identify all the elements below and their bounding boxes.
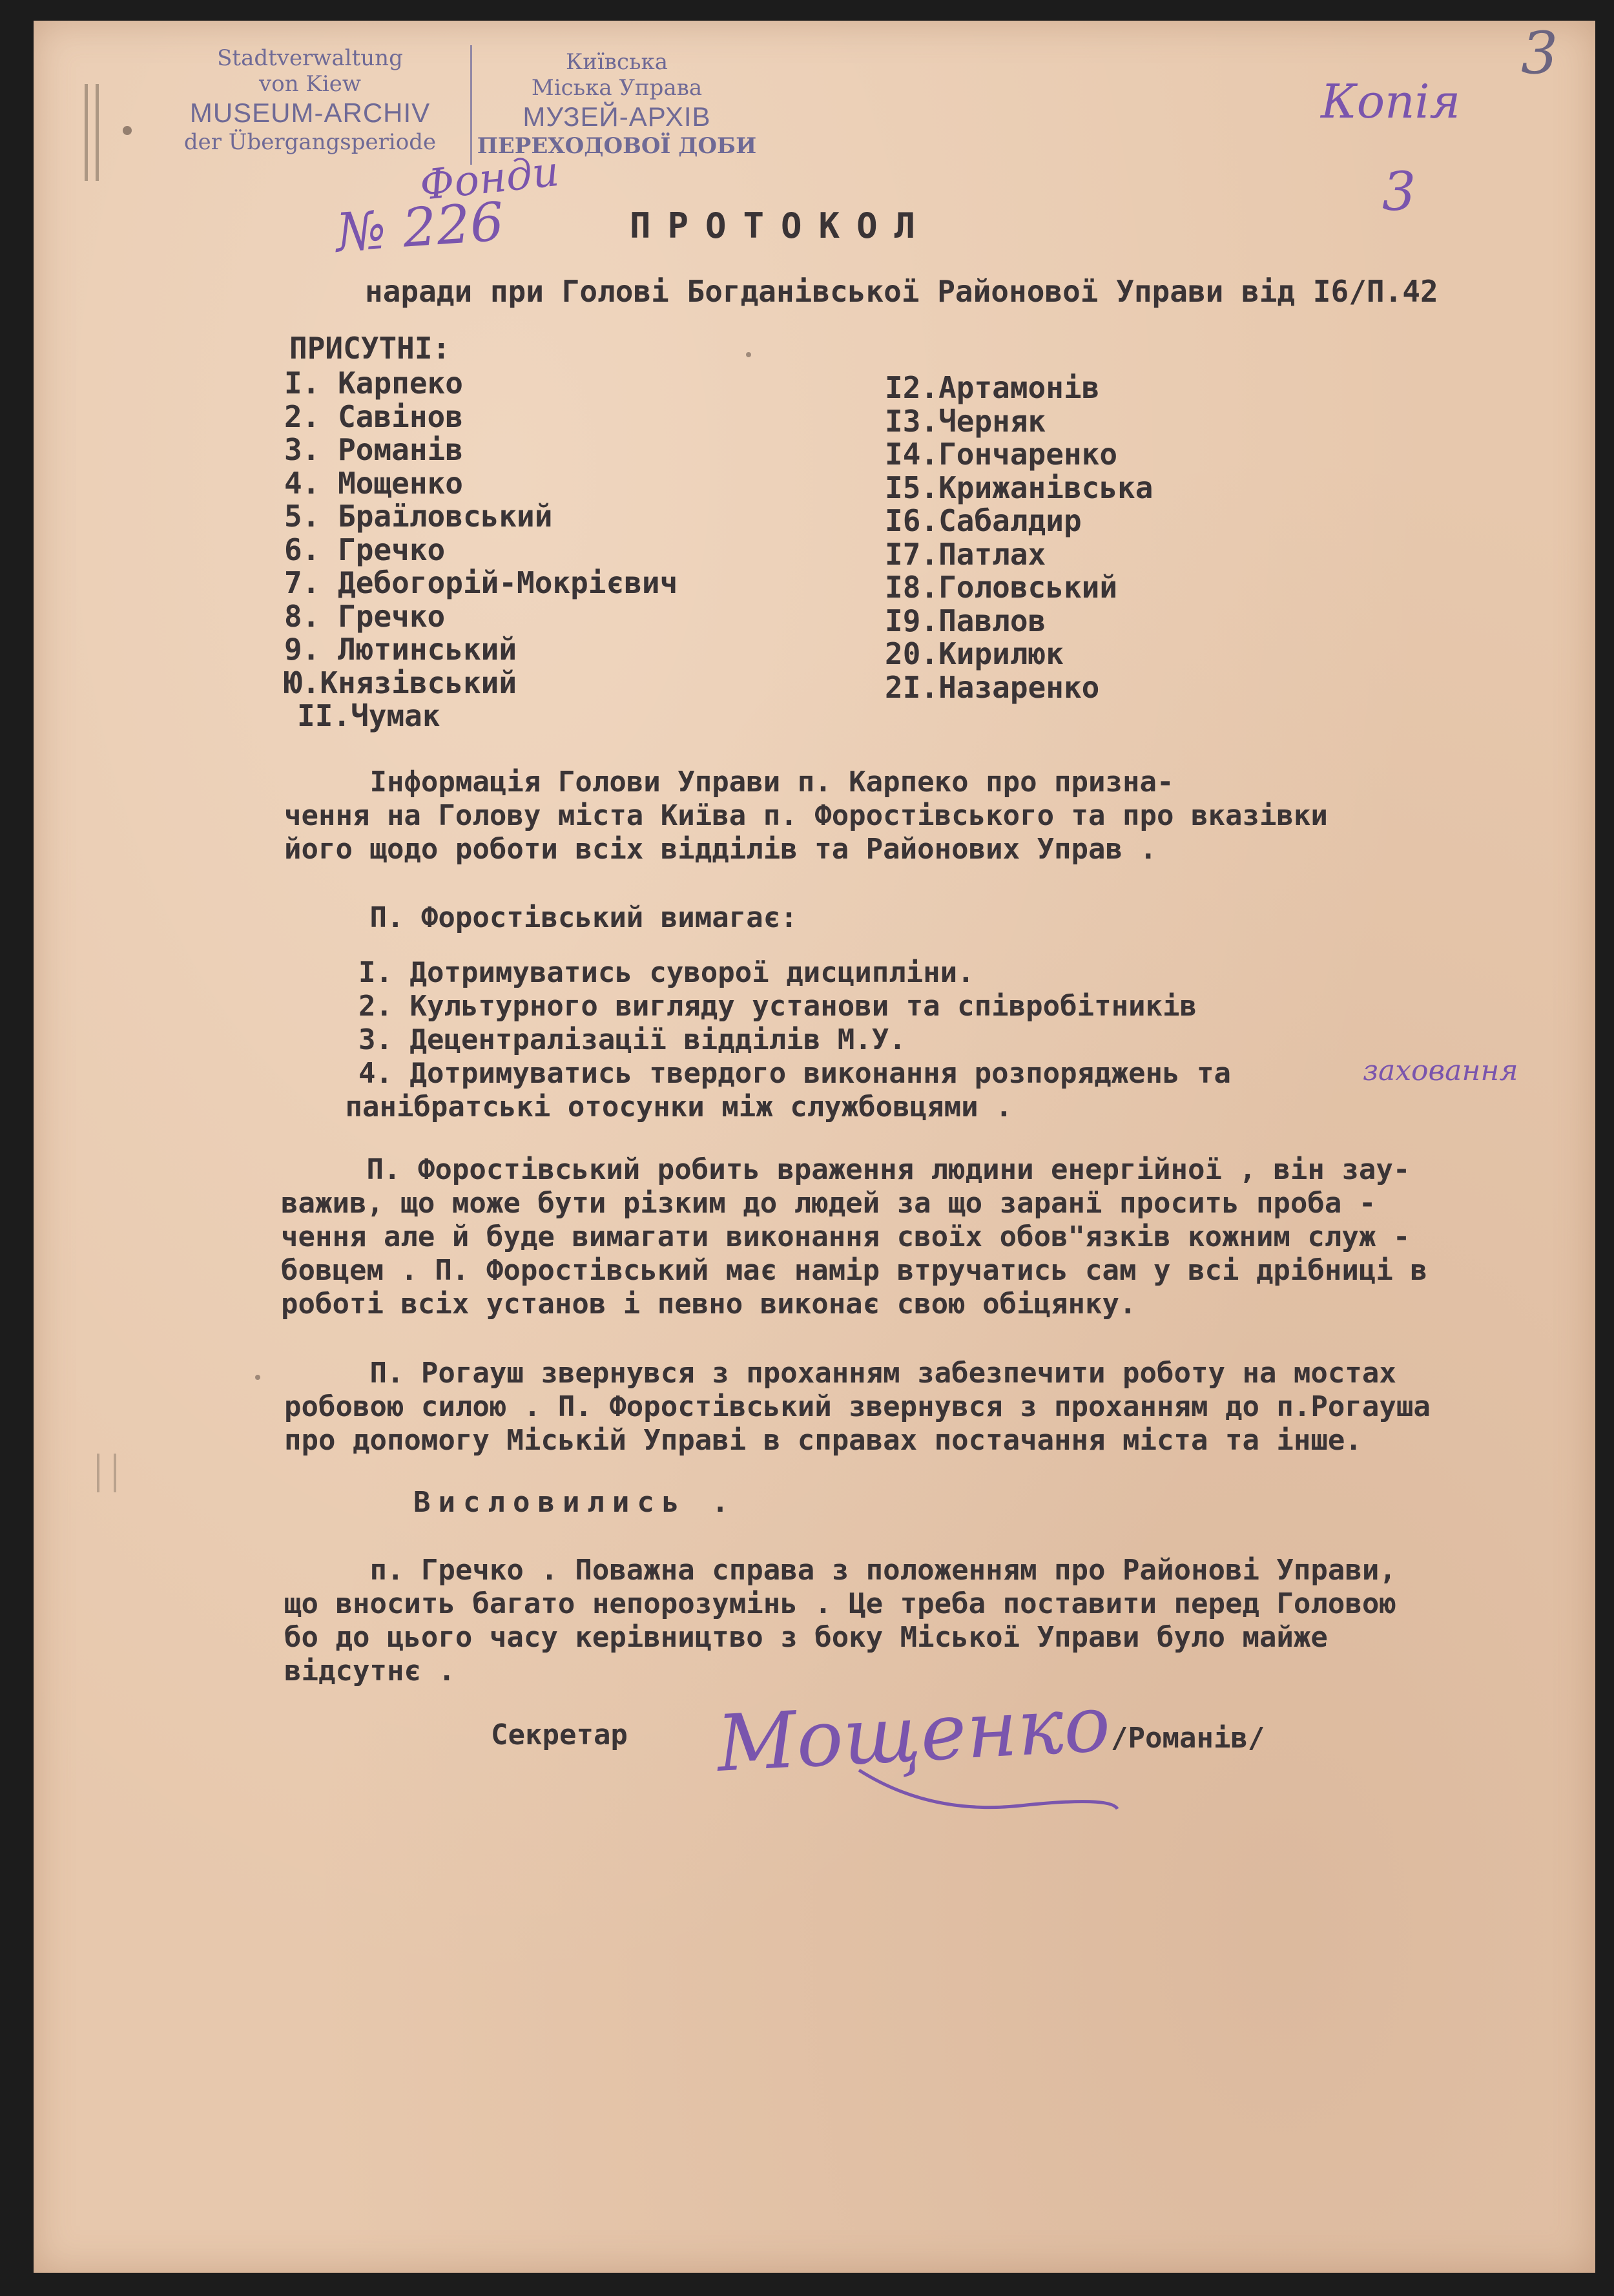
binder-mark [85, 84, 99, 181]
stamp-line: МУЗЕЙ-АРХІВ [522, 101, 711, 132]
demands-list [294, 956, 1232, 1124]
attendee-item: 3. Романів [284, 432, 463, 467]
stamp-line: MUSEUM-ARCHIV [189, 98, 431, 128]
signature: Мощенко [714, 1679, 1113, 1790]
text-line: п. Гречко . Поважна справа з положенням про Районові Управи, [284, 1554, 1396, 1587]
attendee-item: ІЗ.Черняк [885, 403, 1046, 439]
attendee-item: 9. Лютинський [284, 632, 517, 667]
attendee-item: 8. Гречко [284, 598, 446, 634]
attendees-left-column [284, 367, 678, 733]
attendee-item: І4.Гончаренко [885, 437, 1118, 472]
attendee-item: 5. Браїловський [284, 499, 553, 534]
demand-item: панібратські отосунки між службовцями . [294, 1091, 1013, 1123]
attendee-item: Ю.Князівський [284, 665, 517, 700]
handwritten-insertion: заховання [1363, 1054, 1518, 1087]
stamp-line: Stadtverwaltung [217, 45, 403, 71]
demand-item: 3. Децентралізації відділів М.У. [358, 1023, 906, 1056]
text-line: П. Рогауш звернувся з проханням забезпечити роботу на мостах [284, 1357, 1396, 1390]
document-subtitle: наради при Голові Богданівської Районової Управи від І6/П.42 [365, 274, 1438, 309]
text-line: чення але й буде вимагати виконання своїх обов"язків кожним служ - [281, 1220, 1411, 1253]
stamp-line: Міська Управа [531, 75, 703, 101]
signature-flourish [853, 1744, 1124, 1822]
paragraph-impression [281, 1153, 1427, 1321]
text-line: чення на Голову міста Київа п. Форостівського та про вказівки [284, 799, 1328, 832]
text-line: його щодо роботи всіх відділів та Районових Управ . [284, 833, 1157, 866]
attendee-item: 6. Гречко [284, 532, 446, 567]
stamp-line: der Übergangsperiode [183, 129, 437, 155]
stamp-line: von Kiew [259, 71, 361, 97]
text-line: роботі всіх установ і певно виконає свою обіцянку. [281, 1288, 1137, 1320]
attendee-item: І7.Патлах [885, 536, 1046, 572]
attendee-item: І8.Головський [885, 570, 1118, 605]
handwritten-number: 3 [1521, 19, 1558, 87]
present-label: ПРИСУТНІ: [289, 331, 451, 366]
handwritten-fond-number: № 226 [334, 191, 506, 264]
paragraph-rogaush [284, 1357, 1431, 1457]
text-line: що вносить багато непорозумінь . Це треба поставити перед Головою [284, 1587, 1396, 1620]
text-line: бовцем . П. Форостівський має намір втручатись сам у всі дрібниці в [281, 1254, 1427, 1287]
demand-item: І. Дотримуватись суворої дисципліни. [358, 956, 975, 989]
attendee-item: 4. Мощенко [284, 465, 463, 501]
attendee-item: І5.Крижанівська [885, 470, 1154, 505]
text-line: важив, що може бути різким до людей за що заранї просить проба - [281, 1187, 1376, 1220]
document-title: ПРОТОКОЛ [630, 205, 933, 246]
demand-item: 2. Культурного вигляду установи та співробітників [358, 990, 1197, 1023]
archive-stamp-german [149, 45, 471, 155]
handwritten-page-number: 3 [1382, 162, 1416, 223]
attendee-item: 20.Кирилюк [885, 636, 1064, 671]
ink-speck [255, 1375, 260, 1380]
secretary-name: /Романів/ [1111, 1722, 1265, 1755]
paragraph-grechko [284, 1554, 1396, 1688]
handwritten-copy-mark: Копія [1321, 74, 1461, 129]
demand-item: 4. Дотримуватись твердого виконання розпоряджень та [358, 1057, 1232, 1090]
archive-stamp-ukrainian [475, 49, 759, 159]
text-line: робовою силою . П. Форостівський звернувся з проханням до п.Рогауша [284, 1390, 1431, 1423]
stamp-line: Київська [565, 49, 668, 75]
speeches-label: Висловились . [413, 1486, 737, 1519]
ink-speck [746, 352, 751, 357]
stamp-divider [470, 45, 472, 165]
attendee-item: ІІ.Чумак [297, 698, 440, 733]
text-line: відсутнє . [284, 1654, 455, 1687]
handwritten-fond-label: Фонди [417, 147, 561, 211]
text-line: про допомогу Міській Управі в справах постачання міста та інше. [284, 1424, 1362, 1457]
text-line: Інформація Голови Управи п. Карпеко про призна- [284, 766, 1174, 798]
paragraph-information [284, 766, 1328, 866]
attendee-item: І2.Артамонів [885, 370, 1100, 405]
demands-intro: П. Форостівський вимагає: [284, 901, 798, 934]
attendees-right-column [885, 371, 1153, 704]
document-page [34, 21, 1595, 2273]
secretary-label: Секретар [491, 1718, 628, 1751]
text-line: П. Форостівський робить враження людини енергійної , він зау- [281, 1153, 1411, 1186]
punch-hole [123, 126, 132, 135]
attendee-item: 7. Дебогорій-Мокрієвич [284, 565, 678, 600]
attendee-item: І. Карпеко [284, 366, 463, 401]
binder-mark-lower [97, 1454, 116, 1492]
attendee-item: 2. Савінов [284, 399, 463, 434]
attendee-item: 2І.Назаренко [885, 669, 1100, 705]
text-line: бо до цього часу керівництво з боку Міської Управи було майже [284, 1621, 1328, 1654]
stamp-line: ПЕРЕХОДОВОЇ ДОБИ [477, 133, 757, 159]
attendee-item: І9.Павлов [885, 603, 1046, 638]
attendee-item: І6.Сабалдир [885, 503, 1082, 538]
